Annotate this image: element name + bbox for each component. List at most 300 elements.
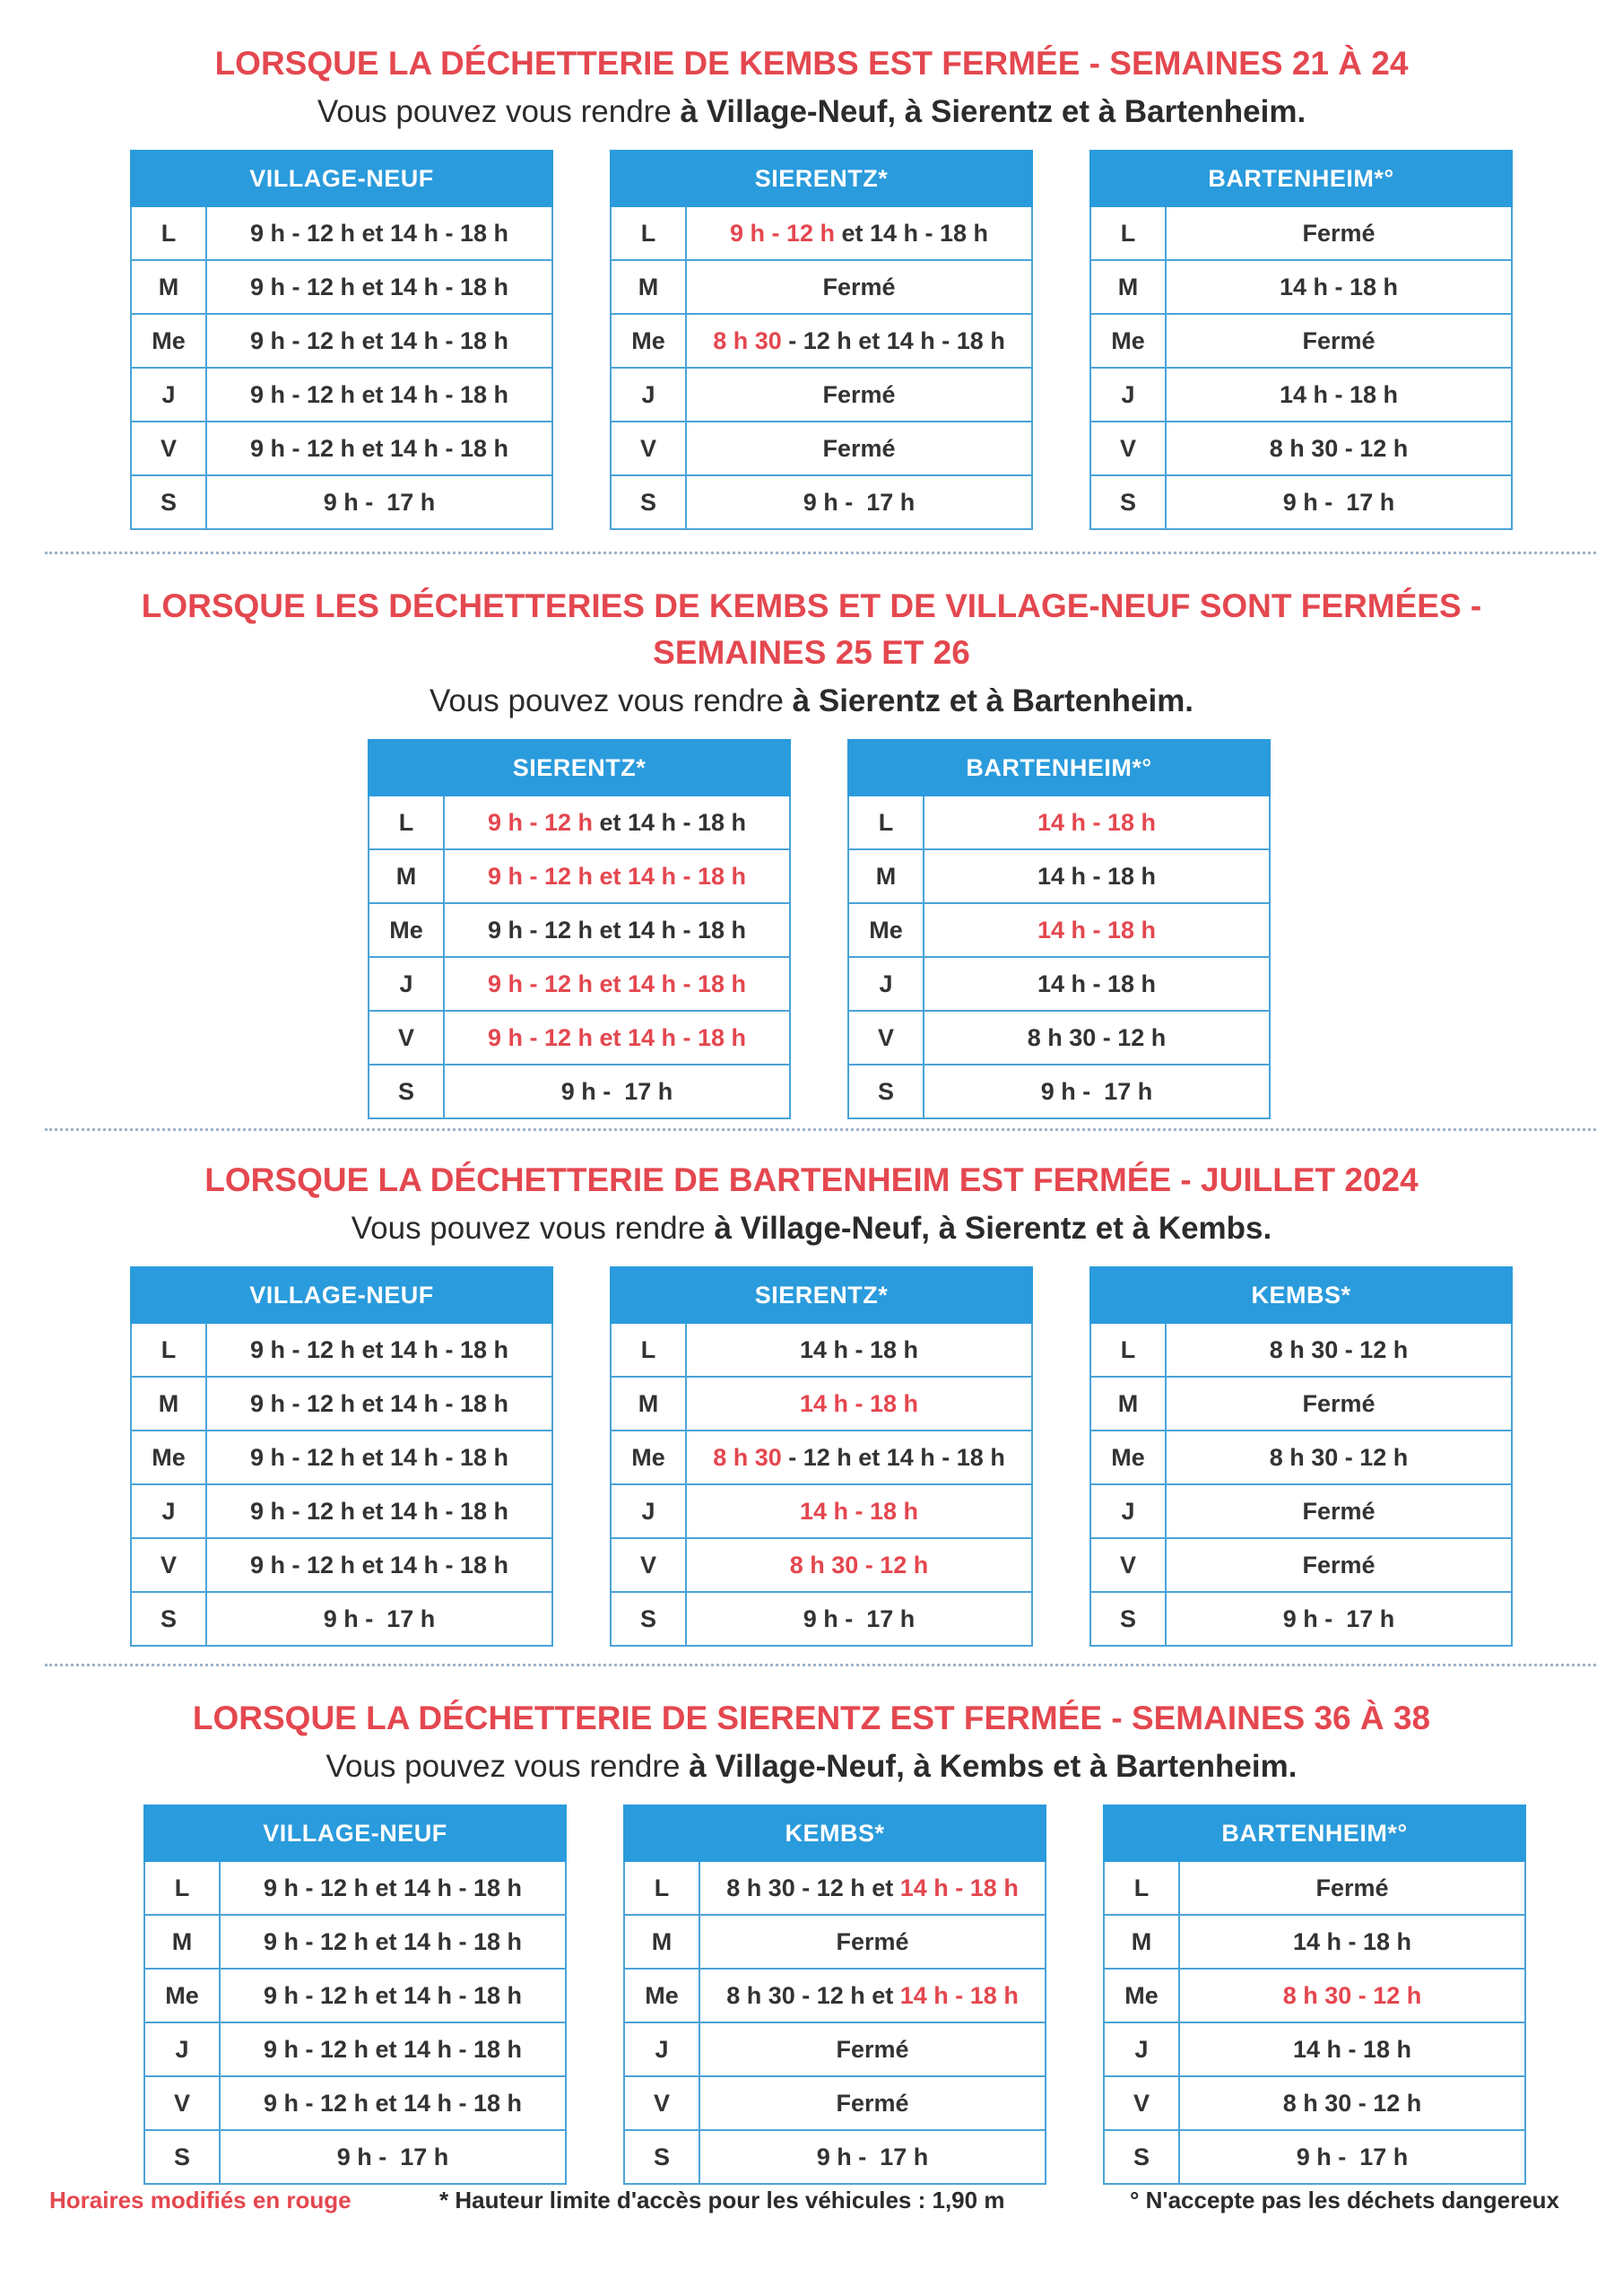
table-row (611, 260, 1032, 314)
hours-cell (1179, 2076, 1525, 2130)
tables-row (0, 1805, 1623, 2190)
hours-cell (924, 796, 1270, 849)
table-row (1090, 260, 1512, 314)
subtitle-lead: Vous pouvez vous rendre (351, 1211, 706, 1246)
hours-text: 9 h - 12 h et 14 h - 18 h (263, 2089, 523, 2117)
modified-hours: 9 h - 12 h (729, 219, 835, 247)
hours-cell (1166, 1323, 1512, 1377)
hours-text: 14 h - 18 h (1037, 862, 1157, 890)
day-cell: V (1090, 422, 1166, 475)
schedule-table (610, 150, 1033, 530)
table-row (1090, 475, 1512, 529)
day-cell: V (131, 422, 206, 475)
table-row (144, 1969, 566, 2022)
footer-notes (0, 2187, 1623, 2231)
schedule-table (847, 739, 1271, 1119)
modified-hours: 9 h - 12 h et 14 h - 18 h (487, 970, 747, 997)
subtitle-places: à Village-Neuf, à Sierentz et à Bartenheim. (680, 94, 1306, 129)
day-cell: Me (611, 314, 686, 368)
table-row (611, 1377, 1032, 1431)
hours-cell (206, 1538, 552, 1592)
day-cell: Me (624, 1969, 699, 2022)
hours-text: 9 h - 17 h (1282, 1605, 1395, 1632)
subtitle-places: à Village-Neuf, à Kembs et à Bartenheim. (689, 1749, 1298, 1784)
hours-cell (206, 1431, 552, 1484)
day-cell: V (1104, 2076, 1179, 2130)
hours-text: 9 h - 12 h et 14 h - 18 h (263, 2035, 523, 2063)
hours-cell (444, 1011, 790, 1065)
hours-cell (1166, 475, 1512, 529)
day-cell: S (131, 475, 206, 529)
hours-text: Fermé (1302, 1497, 1376, 1525)
hours-cell (1179, 1915, 1525, 1969)
hours-cell (686, 422, 1032, 475)
hours-cell (444, 903, 790, 957)
hours-cell (1166, 260, 1512, 314)
hours-text: 14 h - 18 h (1279, 380, 1399, 408)
tables-row (0, 150, 1623, 535)
day-cell: M (624, 1915, 699, 1969)
hours-cell (1166, 368, 1512, 422)
table-row (611, 314, 1032, 368)
hours-cell (206, 1592, 552, 1646)
schedule-table (1103, 1805, 1526, 2185)
hours-text: 9 h - 12 h et 14 h - 18 h (263, 1981, 523, 2009)
table-row (848, 796, 1270, 849)
hours-text: et 14 h - 18 h (592, 808, 747, 836)
hours-cell (686, 1377, 1032, 1431)
hours-text: 8 h 30 - 12 h (1269, 1443, 1409, 1471)
day-cell: L (144, 1861, 220, 1915)
day-cell: J (144, 2022, 220, 2076)
hours-text: Fermé (1302, 1389, 1376, 1417)
hours-text: 9 h - 12 h et 14 h - 18 h (249, 326, 509, 354)
table-row (624, 1915, 1046, 1969)
hours-cell (699, 1915, 1046, 1969)
table-row (131, 1377, 552, 1431)
hours-text: Fermé (822, 380, 896, 408)
table-row (611, 368, 1032, 422)
section-title: LORSQUE LA DÉCHETTERIE DE SIERENTZ EST FERMÉE - SEMAINES 36 À 38 (192, 1700, 1431, 1736)
hours-text: 9 h - 17 h (336, 2143, 449, 2170)
hours-cell (686, 1484, 1032, 1538)
table-header: SIERENTZ* (369, 740, 790, 796)
table-row (369, 849, 790, 903)
table-row (1104, 2076, 1525, 2130)
table-row (131, 260, 552, 314)
hours-cell (220, 2022, 566, 2076)
table-row (131, 368, 552, 422)
hours-text: 14 h - 18 h (799, 1335, 919, 1363)
tables-row (0, 739, 1623, 1125)
schedule-table (623, 1805, 1046, 2185)
table-row (131, 1592, 552, 1646)
section-subtitle (0, 1745, 1623, 1788)
table-row (848, 957, 1270, 1011)
hours-cell (444, 957, 790, 1011)
section-kembs-villageneuf-closed (0, 583, 1623, 1125)
day-cell: S (1090, 1592, 1166, 1646)
table-row (624, 2022, 1046, 2076)
hours-cell (206, 314, 552, 368)
table-row (369, 957, 790, 1011)
day-cell: Me (144, 1969, 220, 2022)
hours-cell (1166, 314, 1512, 368)
hours-cell (924, 1011, 1270, 1065)
hours-cell (206, 1484, 552, 1538)
section-kembs-closed (0, 40, 1623, 535)
hours-text: Fermé (1302, 326, 1376, 354)
table-row (1090, 1592, 1512, 1646)
table-row (624, 1969, 1046, 2022)
table-header: KEMBS* (1090, 1267, 1512, 1323)
table-header: BARTENHEIM*° (848, 740, 1270, 796)
table-row (611, 1538, 1032, 1592)
schedule-table (368, 739, 791, 1119)
table-row (1090, 1323, 1512, 1377)
day-cell: M (131, 260, 206, 314)
table-header: KEMBS* (624, 1805, 1046, 1861)
hours-cell (220, 1915, 566, 1969)
table-header: SIERENTZ* (611, 1267, 1032, 1323)
section-bartenheim-closed (0, 1157, 1623, 1652)
hours-cell (924, 1065, 1270, 1118)
day-cell: M (611, 1377, 686, 1431)
day-cell: J (1090, 1484, 1166, 1538)
hours-cell (206, 368, 552, 422)
day-cell: S (144, 2130, 220, 2184)
hours-cell (686, 1431, 1032, 1484)
table-row (131, 1484, 552, 1538)
hours-text: Fermé (836, 2035, 909, 2063)
table-row (131, 475, 552, 529)
day-cell: M (131, 1377, 206, 1431)
hours-text: Fermé (822, 273, 896, 300)
day-cell: V (369, 1011, 444, 1065)
subtitle-lead: Vous pouvez vous rendre (325, 1749, 681, 1784)
hours-cell (206, 475, 552, 529)
note-no-dangerous-waste: ° N'accepte pas les déchets dangereux (1130, 2187, 1560, 2213)
modified-hours: 14 h - 18 h (899, 1981, 1019, 2009)
hours-text: Fermé (822, 434, 896, 462)
hours-cell (924, 849, 1270, 903)
table-row (624, 2130, 1046, 2184)
hours-text: 9 h - 17 h (560, 1077, 673, 1105)
hours-cell (924, 957, 1270, 1011)
hours-cell (686, 368, 1032, 422)
note-height-limit: * Hauteur limite d'accès pour les véhicules : 1,90 m (439, 2187, 1005, 2213)
day-cell: L (369, 796, 444, 849)
modified-hours: 9 h - 12 h et 14 h - 18 h (487, 862, 747, 890)
section-subtitle (0, 680, 1623, 723)
hours-cell (924, 903, 1270, 957)
hours-cell (444, 849, 790, 903)
section-title: LORSQUE LA DÉCHETTERIE DE KEMBS EST FERMÉE - SEMAINES 21 À 24 (214, 45, 1409, 82)
table-row (1104, 1861, 1525, 1915)
table-row (611, 206, 1032, 260)
section-subtitle (0, 91, 1623, 134)
day-cell: S (611, 475, 686, 529)
hours-cell (699, 2130, 1046, 2184)
hours-cell (220, 2076, 566, 2130)
hours-cell (699, 2022, 1046, 2076)
modified-hours: 9 h - 12 h et 14 h - 18 h (487, 1023, 747, 1051)
modified-hours: 14 h - 18 h (1037, 808, 1157, 836)
table-row (144, 2076, 566, 2130)
table-row (611, 1484, 1032, 1538)
table-row (848, 1011, 1270, 1065)
day-cell: M (369, 849, 444, 903)
hours-text: 9 h - 12 h et 14 h - 18 h (249, 380, 509, 408)
schedule-table (130, 1266, 553, 1647)
hours-cell (444, 796, 790, 849)
modified-hours: 8 h 30 - 12 h (789, 1551, 929, 1578)
day-cell: Me (1090, 1431, 1166, 1484)
hours-text: 9 h - 12 h et 14 h - 18 h (249, 219, 509, 247)
table-row (1104, 2022, 1525, 2076)
day-cell: S (1104, 2130, 1179, 2184)
day-cell: J (1104, 2022, 1179, 2076)
hours-text: et 14 h - 18 h (834, 219, 989, 247)
hours-cell (686, 260, 1032, 314)
day-cell: Me (1104, 1969, 1179, 2022)
hours-text: 9 h - 17 h (323, 1605, 436, 1632)
hours-cell (1179, 2022, 1525, 2076)
table-row (369, 1011, 790, 1065)
table-row (611, 1431, 1032, 1484)
section-title: LORSQUE LA DÉCHETTERIE DE BARTENHEIM EST FERMÉE - JUILLET 2024 (204, 1161, 1419, 1198)
table-row (1090, 1431, 1512, 1484)
day-cell: S (131, 1592, 206, 1646)
hours-cell (1166, 1592, 1512, 1646)
day-cell: V (611, 422, 686, 475)
hours-cell (1179, 1861, 1525, 1915)
hours-text: 8 h 30 - 12 h et (726, 1981, 900, 2009)
hours-text: 14 h - 18 h (1292, 2035, 1412, 2063)
table-row (369, 796, 790, 849)
table-row (144, 2022, 566, 2076)
modified-hours: 8 h 30 (713, 326, 782, 354)
hours-cell (1166, 1377, 1512, 1431)
hours-text: 9 h - 12 h et 14 h - 18 h (263, 1927, 523, 1955)
hours-text: 9 h - 12 h et 14 h - 18 h (249, 1497, 509, 1525)
table-row (611, 1323, 1032, 1377)
day-cell: S (611, 1592, 686, 1646)
day-cell: J (848, 957, 924, 1011)
modified-hours: 8 h 30 (713, 1443, 782, 1471)
day-cell: V (624, 2076, 699, 2130)
hours-cell (686, 206, 1032, 260)
table-row (144, 1915, 566, 1969)
schedule-table (1089, 150, 1513, 530)
table-header: SIERENTZ* (611, 151, 1032, 206)
day-cell: J (131, 1484, 206, 1538)
table-row (1090, 314, 1512, 368)
day-cell: L (1090, 206, 1166, 260)
table-row (131, 1323, 552, 1377)
day-cell: Me (848, 903, 924, 957)
hours-cell (686, 1323, 1032, 1377)
hours-text: 9 h - 12 h et 14 h - 18 h (249, 1551, 509, 1578)
table-row (131, 314, 552, 368)
day-cell: M (848, 849, 924, 903)
table-row (369, 1065, 790, 1118)
hours-text: 9 h - 12 h et 14 h - 18 h (249, 434, 509, 462)
dotted-divider (45, 1664, 1596, 1666)
hours-cell (1166, 1484, 1512, 1538)
day-cell: V (848, 1011, 924, 1065)
hours-text: 9 h - 17 h (803, 1605, 916, 1632)
schedule-table (130, 150, 553, 530)
table-row (1090, 206, 1512, 260)
table-row (611, 422, 1032, 475)
hours-text: 8 h 30 - 12 h et (726, 1874, 900, 1901)
table-row (369, 903, 790, 957)
hours-text: 9 h - 17 h (323, 488, 436, 516)
hours-text: 9 h - 12 h et 14 h - 18 h (249, 1335, 509, 1363)
day-cell: Me (611, 1431, 686, 1484)
hours-text: Fermé (1302, 219, 1376, 247)
legend-red-text: Horaires modifiés en rouge (49, 2187, 352, 2213)
modified-hours: 8 h 30 - 12 h (1282, 1981, 1422, 2009)
day-cell: V (144, 2076, 220, 2130)
day-cell: Me (1090, 314, 1166, 368)
day-cell: J (611, 1484, 686, 1538)
schedule-table (143, 1805, 567, 2185)
table-header: BARTENHEIM*° (1104, 1805, 1525, 1861)
hours-cell (206, 260, 552, 314)
day-cell: L (1090, 1323, 1166, 1377)
hours-text: Fermé (1302, 1551, 1376, 1578)
table-row (611, 1592, 1032, 1646)
section-title: LORSQUE LES DÉCHETTERIES DE KEMBS ET DE VILLAGE-NEUF SONT FERMÉES - (141, 587, 1482, 624)
hours-cell (1166, 422, 1512, 475)
table-row (624, 1861, 1046, 1915)
hours-cell (686, 314, 1032, 368)
day-cell: L (611, 206, 686, 260)
day-cell: S (369, 1065, 444, 1118)
hours-text: Fermé (836, 1927, 909, 1955)
hours-cell (1179, 2130, 1525, 2184)
day-cell: L (624, 1861, 699, 1915)
hours-cell (220, 1969, 566, 2022)
hours-text: 8 h 30 - 12 h (1282, 2089, 1422, 2117)
schedule-table (610, 1266, 1033, 1647)
hours-text: 14 h - 18 h (1037, 970, 1157, 997)
day-cell: J (1090, 368, 1166, 422)
hours-text: 8 h 30 - 12 h (1269, 1335, 1409, 1363)
day-cell: V (1090, 1538, 1166, 1592)
table-header: BARTENHEIM*° (1090, 151, 1512, 206)
tables-row (0, 1266, 1623, 1652)
table-row (848, 1065, 1270, 1118)
hours-cell (206, 1323, 552, 1377)
day-cell: J (369, 957, 444, 1011)
day-cell: Me (131, 314, 206, 368)
hours-text: - 12 h et 14 h - 18 h (781, 326, 1005, 354)
hours-text: 9 h - 12 h et 14 h - 18 h (249, 1443, 509, 1471)
section-sierentz-closed (0, 1695, 1623, 2190)
day-cell: M (144, 1915, 220, 1969)
table-row (1090, 368, 1512, 422)
hours-text: 14 h - 18 h (1292, 1927, 1412, 1955)
subtitle-places: à Village-Neuf, à Sierentz et à Kembs. (714, 1211, 1272, 1246)
hours-text: 9 h - 17 h (803, 488, 916, 516)
hours-cell (699, 2076, 1046, 2130)
table-row (624, 2076, 1046, 2130)
day-cell: L (1104, 1861, 1179, 1915)
hours-cell (206, 422, 552, 475)
hours-text: 9 h - 12 h et 14 h - 18 h (487, 916, 747, 944)
table-row (131, 422, 552, 475)
table-row (1104, 1969, 1525, 2022)
day-cell: S (624, 2130, 699, 2184)
hours-cell (686, 1538, 1032, 1592)
hours-cell (1166, 1431, 1512, 1484)
modified-hours: 14 h - 18 h (799, 1389, 919, 1417)
day-cell: M (1104, 1915, 1179, 1969)
table-header: VILLAGE-NEUF (131, 1267, 552, 1323)
hours-text: 9 h - 12 h et 14 h - 18 h (249, 1389, 509, 1417)
dotted-divider (45, 1128, 1596, 1131)
hours-text: 9 h - 17 h (1282, 488, 1395, 516)
hours-text: 9 h - 12 h et 14 h - 18 h (263, 1874, 523, 1901)
modified-hours: 14 h - 18 h (799, 1497, 919, 1525)
table-row (131, 206, 552, 260)
day-cell: M (611, 260, 686, 314)
hours-text: 14 h - 18 h (1279, 273, 1399, 300)
hours-text: 9 h - 17 h (1040, 1077, 1153, 1105)
hours-text: 9 h - 17 h (1296, 2143, 1409, 2170)
table-row (1090, 1484, 1512, 1538)
section-subtitle (0, 1207, 1623, 1250)
dotted-divider (45, 552, 1596, 554)
hours-cell (1166, 1538, 1512, 1592)
day-cell: M (1090, 1377, 1166, 1431)
day-cell: V (131, 1538, 206, 1592)
hours-cell (686, 475, 1032, 529)
day-cell: L (611, 1323, 686, 1377)
day-cell: S (848, 1065, 924, 1118)
hours-cell (220, 1861, 566, 1915)
day-cell: J (624, 2022, 699, 2076)
hours-text: - 12 h et 14 h - 18 h (781, 1443, 1005, 1471)
table-row (144, 1861, 566, 1915)
table-row (1090, 1538, 1512, 1592)
hours-text: 9 h - 17 h (816, 2143, 929, 2170)
hours-text: Fermé (836, 2089, 909, 2117)
hours-cell (220, 2130, 566, 2184)
hours-cell (206, 206, 552, 260)
day-cell: S (1090, 475, 1166, 529)
table-row (848, 903, 1270, 957)
day-cell: L (848, 796, 924, 849)
table-row (1090, 422, 1512, 475)
table-header: VILLAGE-NEUF (131, 151, 552, 206)
modified-hours: 14 h - 18 h (1037, 916, 1157, 944)
hours-cell (206, 1377, 552, 1431)
schedule-table (1089, 1266, 1513, 1647)
day-cell: J (611, 368, 686, 422)
table-row (1104, 1915, 1525, 1969)
day-cell: Me (369, 903, 444, 957)
hours-cell (1166, 206, 1512, 260)
hours-cell (444, 1065, 790, 1118)
modified-hours: 9 h - 12 h (487, 808, 593, 836)
hours-cell (1179, 1969, 1525, 2022)
hours-text: Fermé (1315, 1874, 1389, 1901)
day-cell: Me (131, 1431, 206, 1484)
